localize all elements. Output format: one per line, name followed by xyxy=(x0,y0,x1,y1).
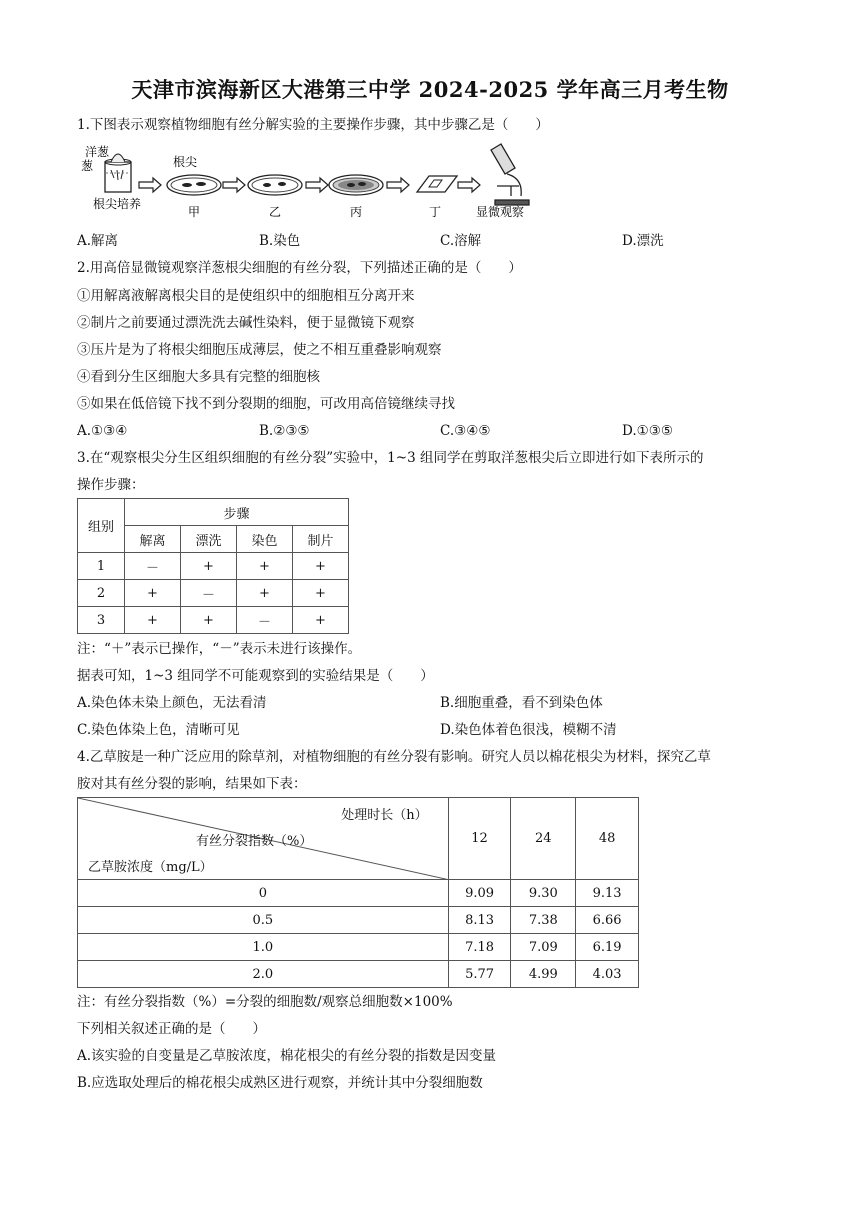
step-cell: － xyxy=(181,580,237,607)
value-cell: 5.77 xyxy=(448,961,511,988)
step-cell: + xyxy=(125,580,181,607)
q3-option-d: D.染色体着色很浅，模糊不清 xyxy=(440,722,617,738)
step-cell: + xyxy=(125,607,181,634)
value-cell: 7.38 xyxy=(511,907,576,934)
group-cell: 1 xyxy=(78,553,125,580)
value-cell: 7.09 xyxy=(511,934,576,961)
value-cell: 6.19 xyxy=(576,934,639,961)
table-row xyxy=(78,880,639,907)
steps-header: 步骤 xyxy=(125,499,349,526)
value-cell: 7.18 xyxy=(448,934,511,961)
step-ding: 丁 xyxy=(429,205,442,219)
onion-label: 洋葱 xyxy=(85,145,110,159)
page-title: 天津市滨海新区大港第三中学 2024-2025 学年高三月考生物 xyxy=(131,77,729,102)
group-header: 组别 xyxy=(78,499,125,553)
onion-beaker-icon xyxy=(105,154,131,192)
q1-procedure-diagram xyxy=(77,140,557,222)
q4-option-a: A.该实验的自变量是乙草胺浓度，棉花根尖的有丝分裂的指数是因变量 xyxy=(77,1048,497,1064)
step-cell: + xyxy=(237,553,293,580)
group-cell: 3 xyxy=(78,607,125,634)
conc-cell: 1.0 xyxy=(78,934,449,961)
group-cell: 2 xyxy=(78,580,125,607)
q4-option-b: B.应选取处理后的棉花根尖成熟区进行观察，并统计其中分裂细胞数 xyxy=(77,1075,483,1091)
table-row xyxy=(78,934,639,961)
table-row xyxy=(78,607,349,634)
microscope-label: 显微观察 xyxy=(476,205,525,219)
q2-statement: ③压片是为了将根尖细胞压成薄层，使之不相互重叠影响观察 xyxy=(77,342,442,358)
step-cell: + xyxy=(293,607,349,634)
q3-stem-cont: 操作步骤： xyxy=(77,477,145,493)
dish-bing-icon xyxy=(329,175,383,195)
q2-option-a: A.①③④ xyxy=(77,423,128,439)
q2-statement: ①用解离液解离根尖目的是使组织中的细胞相互分离开来 xyxy=(77,288,415,304)
time-column-header: 24 xyxy=(511,798,576,880)
value-cell: 9.13 xyxy=(576,880,639,907)
root-tip-label: 根尖 xyxy=(173,155,198,169)
q3-question: 据表可知，1~3 组同学不可能观察到的实验结果是（ ） xyxy=(77,668,434,684)
step-cell: + xyxy=(293,580,349,607)
conc-cell: 0.5 xyxy=(78,907,449,934)
column-header: 漂洗 xyxy=(181,526,237,553)
step-bing: 丙 xyxy=(350,205,363,219)
value-cell: 4.03 xyxy=(576,961,639,988)
value-cell: 6.66 xyxy=(576,907,639,934)
step-cell: + xyxy=(293,553,349,580)
q2-statement: ②制片之前要通过漂洗洗去碱性染料，便于显微镜下观察 xyxy=(77,315,415,331)
header-time: 处理时长（h） xyxy=(341,808,428,823)
step-cell: － xyxy=(237,607,293,634)
q2-statement: ④看到分生区细胞大多具有完整的细胞核 xyxy=(77,369,320,385)
diagonal-header-cell xyxy=(78,798,449,880)
column-header: 制片 xyxy=(293,526,349,553)
q2-option-c: C.③④⑤ xyxy=(440,423,491,439)
value-cell: 9.09 xyxy=(448,880,511,907)
q3-option-b: B.细胞重叠，看不到染色体 xyxy=(440,695,603,711)
conc-cell: 0 xyxy=(78,880,449,907)
slide-icon xyxy=(417,176,457,192)
header-conc: 乙草胺浓度（mg/L） xyxy=(88,860,213,875)
q3-note: 注：“＋”表示已操作，“－”表示未进行该操作。 xyxy=(77,641,362,657)
step-yi: 乙 xyxy=(269,205,282,219)
q1-stem: 1.下图表示观察植物细胞有丝分解实验的主要操作步骤，其中步骤乙是（ ） xyxy=(77,117,549,133)
column-header: 染色 xyxy=(237,526,293,553)
table-row xyxy=(78,553,349,580)
microscope-icon xyxy=(491,144,529,205)
table-row xyxy=(78,961,639,988)
value-cell: 4.99 xyxy=(511,961,576,988)
step-jia: 甲 xyxy=(188,205,201,219)
step-cell: + xyxy=(181,553,237,580)
q4-results-table xyxy=(77,797,639,988)
step-cell: + xyxy=(181,607,237,634)
q1-option-d: D.漂洗 xyxy=(622,233,664,249)
dish-jia-icon xyxy=(167,175,221,195)
value-cell: 8.13 xyxy=(448,907,511,934)
time-column-header: 12 xyxy=(448,798,511,880)
q1-option-a: A.解离 xyxy=(77,233,119,249)
header-index: 有丝分裂指数（%） xyxy=(196,834,313,849)
q2-statement: ⑤如果在低倍镜下找不到分裂期的细胞，可改用高倍镜继续寻找 xyxy=(77,396,455,412)
table-row xyxy=(78,907,639,934)
q2-option-b: B.②③⑤ xyxy=(259,423,310,439)
q4-stem-cont: 胺对其有丝分裂的影响，结果如下表： xyxy=(77,776,307,792)
step-cell: － xyxy=(125,553,181,580)
column-header: 解离 xyxy=(125,526,181,553)
q3-option-c: C.染色体染上色，清晰可见 xyxy=(77,722,240,738)
dish-yi-icon xyxy=(248,175,302,195)
step-cell: + xyxy=(237,580,293,607)
q4-question: 下列相关叙述正确的是（ ） xyxy=(77,1021,266,1037)
time-column-header: 48 xyxy=(576,798,639,880)
q2-option-d: D.①③⑤ xyxy=(622,423,673,439)
q1-option-c: C.溶解 xyxy=(440,233,482,249)
q1-option-b: B.染色 xyxy=(259,233,301,249)
q3-stem: 3.在“观察根尖分生区组织细胞的有丝分裂”实验中，1~3 组同学在剪取洋葱根尖后立即进行如下表所示的 xyxy=(77,450,704,466)
q3-steps-table xyxy=(77,498,349,634)
culture-label: 根尖培养 xyxy=(93,197,142,211)
value-cell: 9.30 xyxy=(511,880,576,907)
q4-note: 注：有丝分裂指数（%）=分裂的细胞数/观察总细胞数×100% xyxy=(77,994,453,1010)
table-row xyxy=(78,580,349,607)
q2-stem: 2.用高倍显微镜观察洋葱根尖细胞的有丝分裂，下列描述正确的是（ ） xyxy=(77,260,522,276)
conc-cell: 2.0 xyxy=(78,961,449,988)
q3-option-a: A.染色体未染上颜色，无法看清 xyxy=(77,695,267,711)
q4-stem: 4.乙草胺是一种广泛应用的除草剂，对植物细胞的有丝分裂有影响。研究人员以棉花根尖为材料，探究乙草 xyxy=(77,749,711,765)
svg-text:葱: 葱 xyxy=(81,159,94,173)
